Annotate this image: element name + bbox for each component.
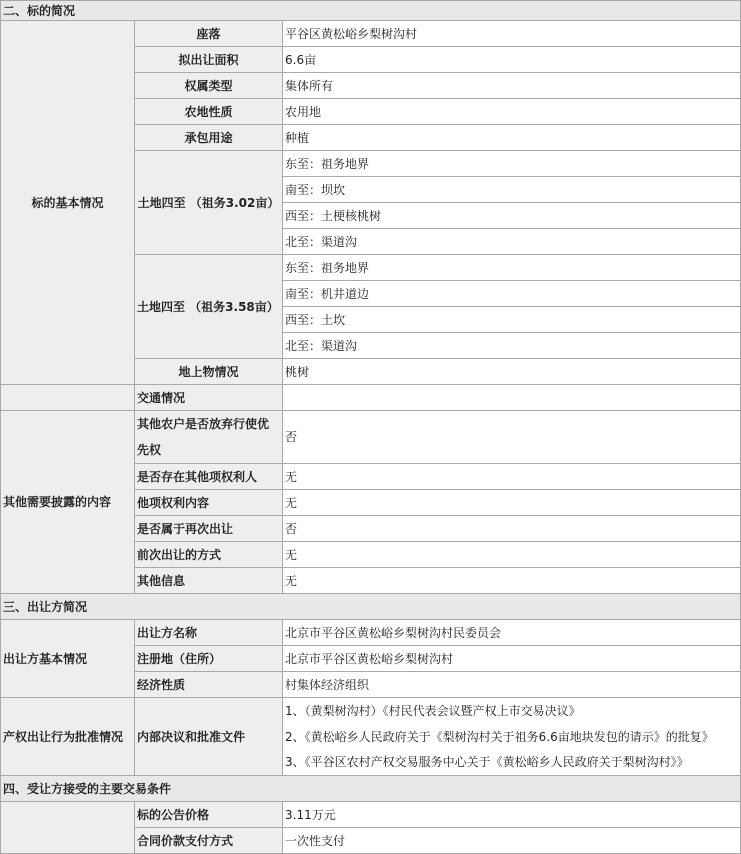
approval-doc-3: 3、《平谷区农村产权交易服务中心关于《黄松峪乡人民政府关于梨树沟村》》 — [283, 750, 741, 776]
approval-docs-label: 内部决议和批准文件 — [135, 698, 283, 776]
other-info-value: 无 — [283, 568, 741, 594]
payment-method-value: 一次性支付 — [283, 828, 741, 854]
payment-method-label: 合同价款支付方式 — [135, 828, 283, 854]
other-info-label: 其他信息 — [135, 568, 283, 594]
usage-value: 种植 — [283, 125, 741, 151]
price-label: 标的公告价格 — [135, 802, 283, 828]
resale-label: 是否属于再次出让 — [135, 516, 283, 542]
attachment-value: 桃树 — [283, 359, 741, 385]
approval-doc-1: 1、（黄梨树沟村）《村民代表会议暨产权上市交易决议》 — [283, 698, 741, 724]
economic-nature-label: 经济性质 — [135, 672, 283, 698]
category-conditions — [1, 802, 135, 854]
waive-priority-label: 其他农户是否放弃行使优先权 — [135, 411, 283, 464]
other-holder-value: 无 — [283, 464, 741, 490]
resale-value: 否 — [283, 516, 741, 542]
area-label: 拟出让面积 — [135, 47, 283, 73]
location-label: 座落 — [135, 21, 283, 47]
section-heading-target-overview: 二、标的简况 — [1, 1, 741, 21]
usage-label: 承包用途 — [135, 125, 283, 151]
approval-doc-2: 2、《黄松峪乡人民政府关于《梨树沟村关于祖务6.6亩地块发包的请示》的批复》 — [283, 724, 741, 750]
economic-nature-value: 村集体经济组织 — [283, 672, 741, 698]
boundary-1-west: 西至：土梗核桃树 — [283, 203, 741, 229]
boundary-1-north: 北至：渠道沟 — [283, 229, 741, 255]
prev-method-value: 无 — [283, 542, 741, 568]
prev-method-label: 前次出让的方式 — [135, 542, 283, 568]
boundary-2-north: 北至：渠道沟 — [283, 333, 741, 359]
boundary-1-east: 东至：祖务地界 — [283, 151, 741, 177]
land-nature-value: 农用地 — [283, 99, 741, 125]
transferor-name-label: 出让方名称 — [135, 620, 283, 646]
section-heading-conditions: 四、受让方接受的主要交易条件 — [1, 776, 741, 802]
transferor-name-value: 北京市平谷区黄松峪乡梨树沟村民委员会 — [283, 620, 741, 646]
attachment-label: 地上物情况 — [135, 359, 283, 385]
section-heading-transferor: 三、出让方简况 — [1, 594, 741, 620]
other-right-label: 他项权利内容 — [135, 490, 283, 516]
area-value: 6.6亩 — [283, 47, 741, 73]
waive-priority-value: 否 — [283, 411, 741, 464]
ownership-value: 集体所有 — [283, 73, 741, 99]
boundary-1-label: 土地四至 （祖务3.02亩） — [135, 151, 283, 255]
category-basic-info-tail — [1, 385, 135, 411]
boundary-2-south: 南至：机井道边 — [283, 281, 741, 307]
category-disclosure: 其他需要披露的内容 — [1, 411, 135, 594]
transferor-address-label: 注册地（住所） — [135, 646, 283, 672]
category-approval: 产权出让行为批准情况 — [1, 698, 135, 776]
transferor-address-value: 北京市平谷区黄松峪乡梨树沟村 — [283, 646, 741, 672]
land-nature-label: 农地性质 — [135, 99, 283, 125]
category-basic-info: 标的基本情况 — [1, 21, 135, 385]
other-holder-label: 是否存在其他项权利人 — [135, 464, 283, 490]
location-value: 平谷区黄松峪乡梨树沟村 — [283, 21, 741, 47]
category-transferor: 出让方基本情况 — [1, 620, 135, 698]
price-value: 3.11万元 — [283, 802, 741, 828]
boundary-2-west: 西至：土坎 — [283, 307, 741, 333]
other-right-value: 无 — [283, 490, 741, 516]
traffic-label: 交通情况 — [135, 385, 283, 411]
boundary-2-east: 东至：祖务地界 — [283, 255, 741, 281]
traffic-value — [283, 385, 741, 411]
ownership-label: 权属类型 — [135, 73, 283, 99]
boundary-1-south: 南至：坝坎 — [283, 177, 741, 203]
boundary-2-label: 土地四至 （祖务3.58亩） — [135, 255, 283, 359]
